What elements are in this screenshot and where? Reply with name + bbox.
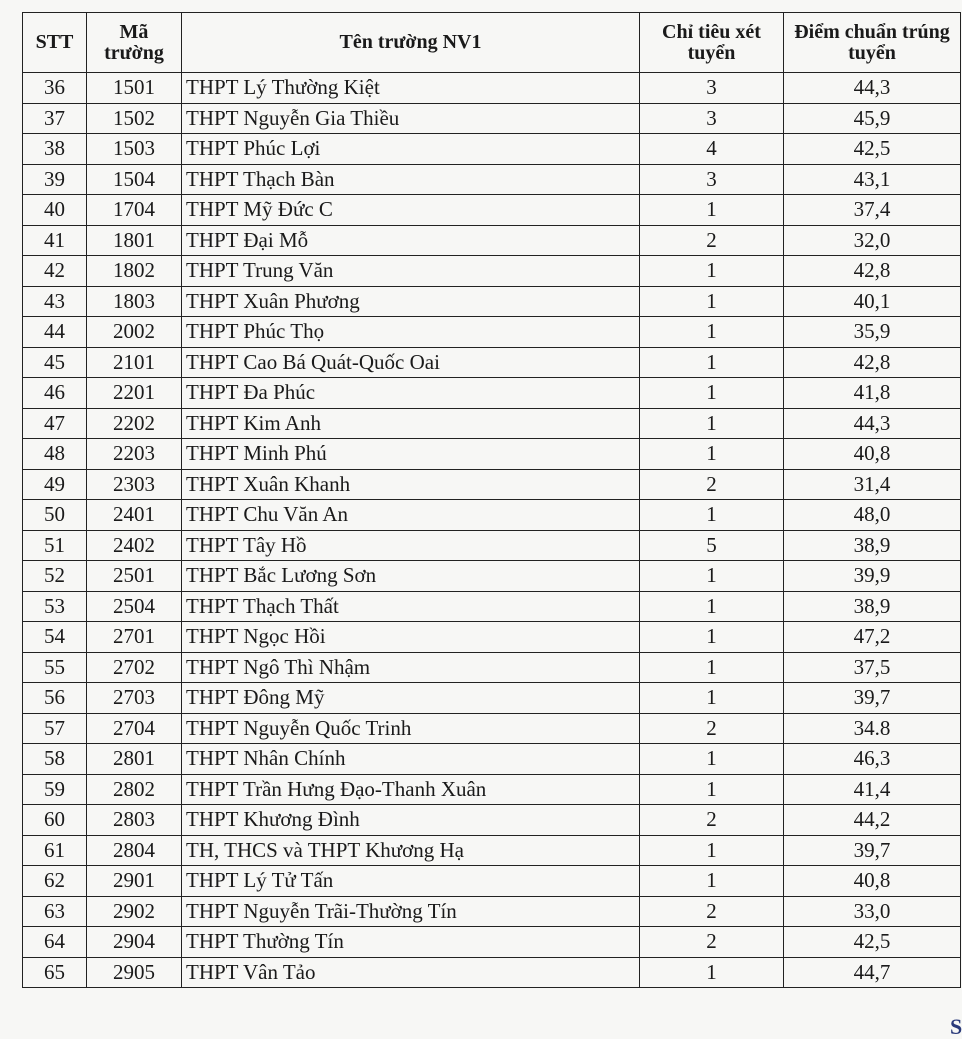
cell-ten-truong: THPT Ngọc Hồi [182,622,640,653]
cell-chi-tieu: 2 [640,469,784,500]
cell-stt: 49 [23,469,87,500]
cell-ma-truong: 2201 [87,378,182,409]
header-chi-tieu-line1: Chỉ tiêu xét [662,20,761,43]
cell-ma-truong: 2901 [87,866,182,897]
cell-ma-truong: 2801 [87,744,182,775]
cell-ten-truong: THPT Phúc Lợi [182,134,640,165]
table-header [23,13,961,73]
cell-diem-chuan: 41,4 [784,774,961,805]
cell-ma-truong: 1704 [87,195,182,226]
header-chi-tieu [640,13,784,73]
table-row [23,134,961,165]
cell-chi-tieu: 1 [640,561,784,592]
cell-ma-truong: 1502 [87,103,182,134]
header-ma-truong-line1: Mã [119,20,149,43]
header-diem-chuan-line1: Điểm chuẩn trúng [794,20,950,43]
admission-scores-sheet [22,12,960,988]
cell-stt: 38 [23,134,87,165]
header-stt-label: STT [35,31,74,53]
cell-chi-tieu: 1 [640,286,784,317]
cell-chi-tieu: 1 [640,439,784,470]
cell-chi-tieu: 2 [640,927,784,958]
cell-ma-truong: 2902 [87,896,182,927]
cell-diem-chuan: 33,0 [784,896,961,927]
cell-chi-tieu: 4 [640,134,784,165]
cell-diem-chuan: 42,5 [784,134,961,165]
cell-stt: 58 [23,744,87,775]
cell-ten-truong: THPT Trần Hưng Đạo-Thanh Xuân [182,774,640,805]
table-row [23,439,961,470]
cell-stt: 65 [23,957,87,988]
table-row [23,378,961,409]
cell-ma-truong: 2904 [87,927,182,958]
cell-stt: 50 [23,500,87,531]
cell-ten-truong: THPT Nguyễn Quốc Trinh [182,713,640,744]
table-row [23,164,961,195]
cell-ten-truong: THPT Xuân Phương [182,286,640,317]
cell-chi-tieu: 1 [640,774,784,805]
table-row [23,622,961,653]
cell-diem-chuan: 38,9 [784,591,961,622]
cell-diem-chuan: 46,3 [784,744,961,775]
cell-stt: 55 [23,652,87,683]
cell-ma-truong: 2701 [87,622,182,653]
cell-stt: 63 [23,896,87,927]
cell-ten-truong: THPT Thạch Thất [182,591,640,622]
cell-chi-tieu: 1 [640,408,784,439]
cell-ten-truong: THPT Mỹ Đức C [182,195,640,226]
cell-ma-truong: 2704 [87,713,182,744]
cell-diem-chuan: 44,3 [784,73,961,104]
cell-chi-tieu: 5 [640,530,784,561]
table-row [23,835,961,866]
cell-stt: 56 [23,683,87,714]
cell-ten-truong: THPT Cao Bá Quát-Quốc Oai [182,347,640,378]
cell-diem-chuan: 35,9 [784,317,961,348]
cell-ten-truong: THPT Chu Văn An [182,500,640,531]
cell-ma-truong: 2101 [87,347,182,378]
table-row [23,469,961,500]
cell-stt: 46 [23,378,87,409]
table-row [23,805,961,836]
cell-ten-truong: THPT Khương Đình [182,805,640,836]
cell-ten-truong: THPT Nhân Chính [182,744,640,775]
table-row [23,683,961,714]
cell-diem-chuan: 39,7 [784,835,961,866]
header-ten-truong-label: Tên trường NV1 [339,31,482,53]
cell-stt: 51 [23,530,87,561]
cell-ten-truong: THPT Trung Văn [182,256,640,287]
cell-diem-chuan: 45,9 [784,103,961,134]
header-diem-chuan [784,13,961,73]
cell-diem-chuan: 32,0 [784,225,961,256]
cell-ten-truong: THPT Nguyễn Gia Thiều [182,103,640,134]
table-row [23,896,961,927]
cell-ten-truong: THPT Đại Mỗ [182,225,640,256]
cell-stt: 54 [23,622,87,653]
table-row [23,927,961,958]
cell-ma-truong: 2402 [87,530,182,561]
cell-ten-truong: THPT Phúc Thọ [182,317,640,348]
cell-ten-truong: THPT Bắc Lương Sơn [182,561,640,592]
cell-stt: 41 [23,225,87,256]
cell-stt: 43 [23,286,87,317]
cell-chi-tieu: 1 [640,256,784,287]
cell-diem-chuan: 40,8 [784,439,961,470]
cell-diem-chuan: 42,8 [784,347,961,378]
cell-ten-truong: THPT Xuân Khanh [182,469,640,500]
cell-ten-truong: THPT Kim Anh [182,408,640,439]
table-row [23,744,961,775]
cell-diem-chuan: 39,9 [784,561,961,592]
cell-stt: 53 [23,591,87,622]
cell-ma-truong: 2504 [87,591,182,622]
table-row [23,195,961,226]
cell-diem-chuan: 34.8 [784,713,961,744]
cell-stt: 62 [23,866,87,897]
table-row [23,256,961,287]
cell-chi-tieu: 1 [640,591,784,622]
cell-ten-truong: THPT Vân Tảo [182,957,640,988]
cell-ten-truong: TH, THCS và THPT Khương Hạ [182,835,640,866]
cell-stt: 59 [23,774,87,805]
table-row [23,317,961,348]
table-row [23,652,961,683]
cell-ma-truong: 2303 [87,469,182,500]
cell-ten-truong: THPT Nguyễn Trãi-Thường Tín [182,896,640,927]
cell-chi-tieu: 1 [640,195,784,226]
cell-chi-tieu: 1 [640,317,784,348]
table-row [23,286,961,317]
cell-stt: 42 [23,256,87,287]
cell-stt: 60 [23,805,87,836]
cell-diem-chuan: 31,4 [784,469,961,500]
table-row [23,591,961,622]
cell-chi-tieu: 2 [640,805,784,836]
cell-ma-truong: 2802 [87,774,182,805]
table-row [23,347,961,378]
header-diem-chuan-line2: tuyển [848,41,896,64]
cell-diem-chuan: 44,3 [784,408,961,439]
cell-chi-tieu: 1 [640,347,784,378]
cell-chi-tieu: 1 [640,378,784,409]
cell-ma-truong: 1803 [87,286,182,317]
cell-chi-tieu: 1 [640,744,784,775]
cell-chi-tieu: 1 [640,835,784,866]
cell-chi-tieu: 3 [640,103,784,134]
cell-ten-truong: THPT Minh Phú [182,439,640,470]
cell-chi-tieu: 3 [640,164,784,195]
cell-ma-truong: 1504 [87,164,182,195]
header-stt [23,13,87,73]
cell-ma-truong: 2501 [87,561,182,592]
cell-ma-truong: 1802 [87,256,182,287]
cell-stt: 44 [23,317,87,348]
cell-diem-chuan: 37,4 [784,195,961,226]
cell-stt: 48 [23,439,87,470]
cell-ten-truong: THPT Thường Tín [182,927,640,958]
table-row [23,103,961,134]
cell-diem-chuan: 44,2 [784,805,961,836]
cell-stt: 37 [23,103,87,134]
page-edge-mark: S [950,1014,962,1039]
cell-ma-truong: 2905 [87,957,182,988]
cell-ma-truong: 2702 [87,652,182,683]
header-ma-truong [87,13,182,73]
cell-ma-truong: 1801 [87,225,182,256]
cell-stt: 45 [23,347,87,378]
cell-diem-chuan: 42,5 [784,927,961,958]
cell-stt: 40 [23,195,87,226]
cell-ma-truong: 2002 [87,317,182,348]
cell-chi-tieu: 3 [640,73,784,104]
header-row [23,13,961,73]
cell-diem-chuan: 38,9 [784,530,961,561]
table-row [23,225,961,256]
cell-ma-truong: 1503 [87,134,182,165]
cell-diem-chuan: 44,7 [784,957,961,988]
cell-diem-chuan: 47,2 [784,622,961,653]
cell-diem-chuan: 37,5 [784,652,961,683]
cell-ma-truong: 2703 [87,683,182,714]
cell-ten-truong: THPT Ngô Thì Nhậm [182,652,640,683]
cell-stt: 57 [23,713,87,744]
table-row [23,713,961,744]
cell-stt: 39 [23,164,87,195]
table-row [23,73,961,104]
header-ma-truong-line2: trường [104,41,164,64]
table-row [23,866,961,897]
admission-scores-table [22,12,961,988]
cell-ma-truong: 2804 [87,835,182,866]
cell-ma-truong: 2203 [87,439,182,470]
cell-chi-tieu: 1 [640,957,784,988]
cell-ten-truong: THPT Lý Thường Kiệt [182,73,640,104]
cell-stt: 36 [23,73,87,104]
table-row [23,561,961,592]
cell-stt: 52 [23,561,87,592]
cell-chi-tieu: 2 [640,225,784,256]
cell-diem-chuan: 40,8 [784,866,961,897]
cell-diem-chuan: 42,8 [784,256,961,287]
cell-diem-chuan: 41,8 [784,378,961,409]
cell-stt: 47 [23,408,87,439]
cell-chi-tieu: 2 [640,713,784,744]
cell-stt: 61 [23,835,87,866]
cell-diem-chuan: 43,1 [784,164,961,195]
cell-diem-chuan: 39,7 [784,683,961,714]
cell-ma-truong: 2803 [87,805,182,836]
cell-chi-tieu: 2 [640,896,784,927]
cell-chi-tieu: 1 [640,866,784,897]
cell-diem-chuan: 48,0 [784,500,961,531]
cell-ten-truong: THPT Đa Phúc [182,378,640,409]
table-row [23,530,961,561]
cell-chi-tieu: 1 [640,652,784,683]
cell-ten-truong: THPT Tây Hồ [182,530,640,561]
cell-ten-truong: THPT Thạch Bàn [182,164,640,195]
header-ten-truong [182,13,640,73]
table-row [23,957,961,988]
table-row [23,408,961,439]
cell-ma-truong: 2202 [87,408,182,439]
cell-stt: 64 [23,927,87,958]
cell-chi-tieu: 1 [640,500,784,531]
cell-ma-truong: 2401 [87,500,182,531]
cell-chi-tieu: 1 [640,683,784,714]
table-row [23,500,961,531]
header-chi-tieu-line2: tuyển [687,41,736,64]
cell-chi-tieu: 1 [640,622,784,653]
cell-diem-chuan: 40,1 [784,286,961,317]
table-body [23,73,961,988]
cell-ten-truong: THPT Lý Tử Tấn [182,866,640,897]
cell-ten-truong: THPT Đông Mỹ [182,683,640,714]
cell-ma-truong: 1501 [87,73,182,104]
table-row [23,774,961,805]
